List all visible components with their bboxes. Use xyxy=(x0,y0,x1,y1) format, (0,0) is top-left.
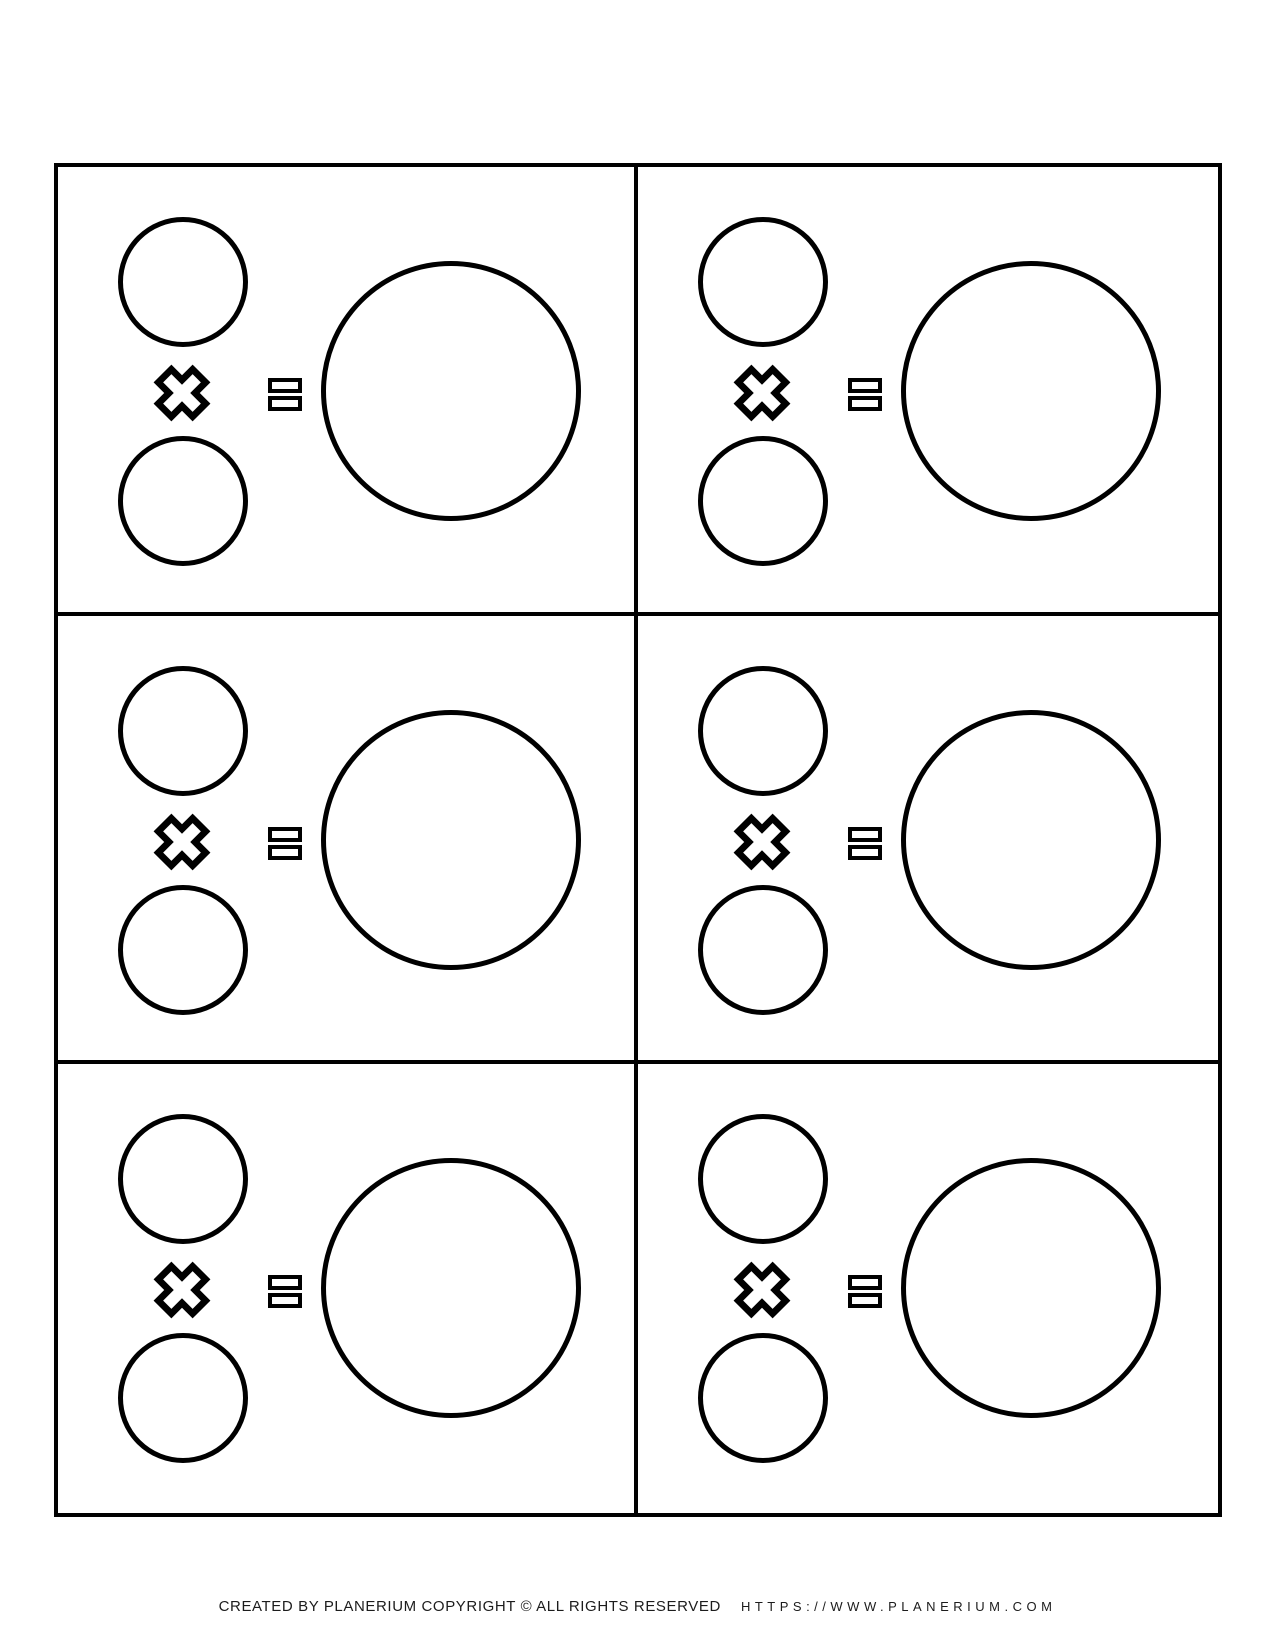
worksheet-cell xyxy=(638,167,1218,616)
factor-circle-bottom xyxy=(118,1333,248,1463)
footer-credit-text: CREATED BY PLANERIUM COPYRIGHT © ALL RIGHTS RESERVED xyxy=(218,1598,721,1615)
multiply-icon xyxy=(151,811,213,873)
equals-top-bar xyxy=(848,378,882,393)
equals-icon xyxy=(268,378,302,411)
factor-circle-top xyxy=(118,666,248,796)
multiply-icon xyxy=(731,362,793,424)
multiply-icon xyxy=(731,811,793,873)
multiply-icon xyxy=(151,1259,213,1321)
product-circle xyxy=(901,261,1161,521)
factor-circle-bottom xyxy=(698,436,828,566)
equals-bottom-bar xyxy=(268,396,302,411)
equals-top-bar xyxy=(268,378,302,393)
factor-circle-bottom xyxy=(698,885,828,1015)
worksheet-grid xyxy=(54,163,1222,1517)
footer-url-text: HTTPS://WWW.PLANERIUM.COM xyxy=(740,1599,1057,1614)
equals-top-bar xyxy=(848,1275,882,1290)
worksheet-cell xyxy=(58,1064,638,1513)
factor-circle-top xyxy=(698,666,828,796)
equals-top-bar xyxy=(848,827,882,842)
equals-icon xyxy=(848,378,882,411)
product-circle xyxy=(901,710,1161,970)
factor-circle-bottom xyxy=(698,1333,828,1463)
worksheet-cell xyxy=(58,167,638,616)
footer xyxy=(0,1598,1275,1624)
equals-icon xyxy=(268,827,302,860)
product-circle xyxy=(901,1158,1161,1418)
worksheet-cell xyxy=(58,616,638,1065)
equals-bottom-bar xyxy=(848,1293,882,1308)
equals-bottom-bar xyxy=(268,845,302,860)
factor-circle-top xyxy=(698,1114,828,1244)
equals-bottom-bar xyxy=(848,845,882,860)
equals-top-bar xyxy=(268,1275,302,1290)
equals-top-bar xyxy=(268,827,302,842)
worksheet-cell xyxy=(638,1064,1218,1513)
equals-icon xyxy=(268,1275,302,1308)
equals-bottom-bar xyxy=(848,396,882,411)
factor-circle-bottom xyxy=(118,885,248,1015)
equals-icon xyxy=(848,1275,882,1308)
factor-circle-top xyxy=(698,217,828,347)
multiply-icon xyxy=(151,362,213,424)
factor-circle-top xyxy=(118,217,248,347)
equals-bottom-bar xyxy=(268,1293,302,1308)
product-circle xyxy=(321,1158,581,1418)
product-circle xyxy=(321,261,581,521)
product-circle xyxy=(321,710,581,970)
factor-circle-bottom xyxy=(118,436,248,566)
multiply-icon xyxy=(731,1259,793,1321)
equals-icon xyxy=(848,827,882,860)
factor-circle-top xyxy=(118,1114,248,1244)
worksheet-cell xyxy=(638,616,1218,1065)
